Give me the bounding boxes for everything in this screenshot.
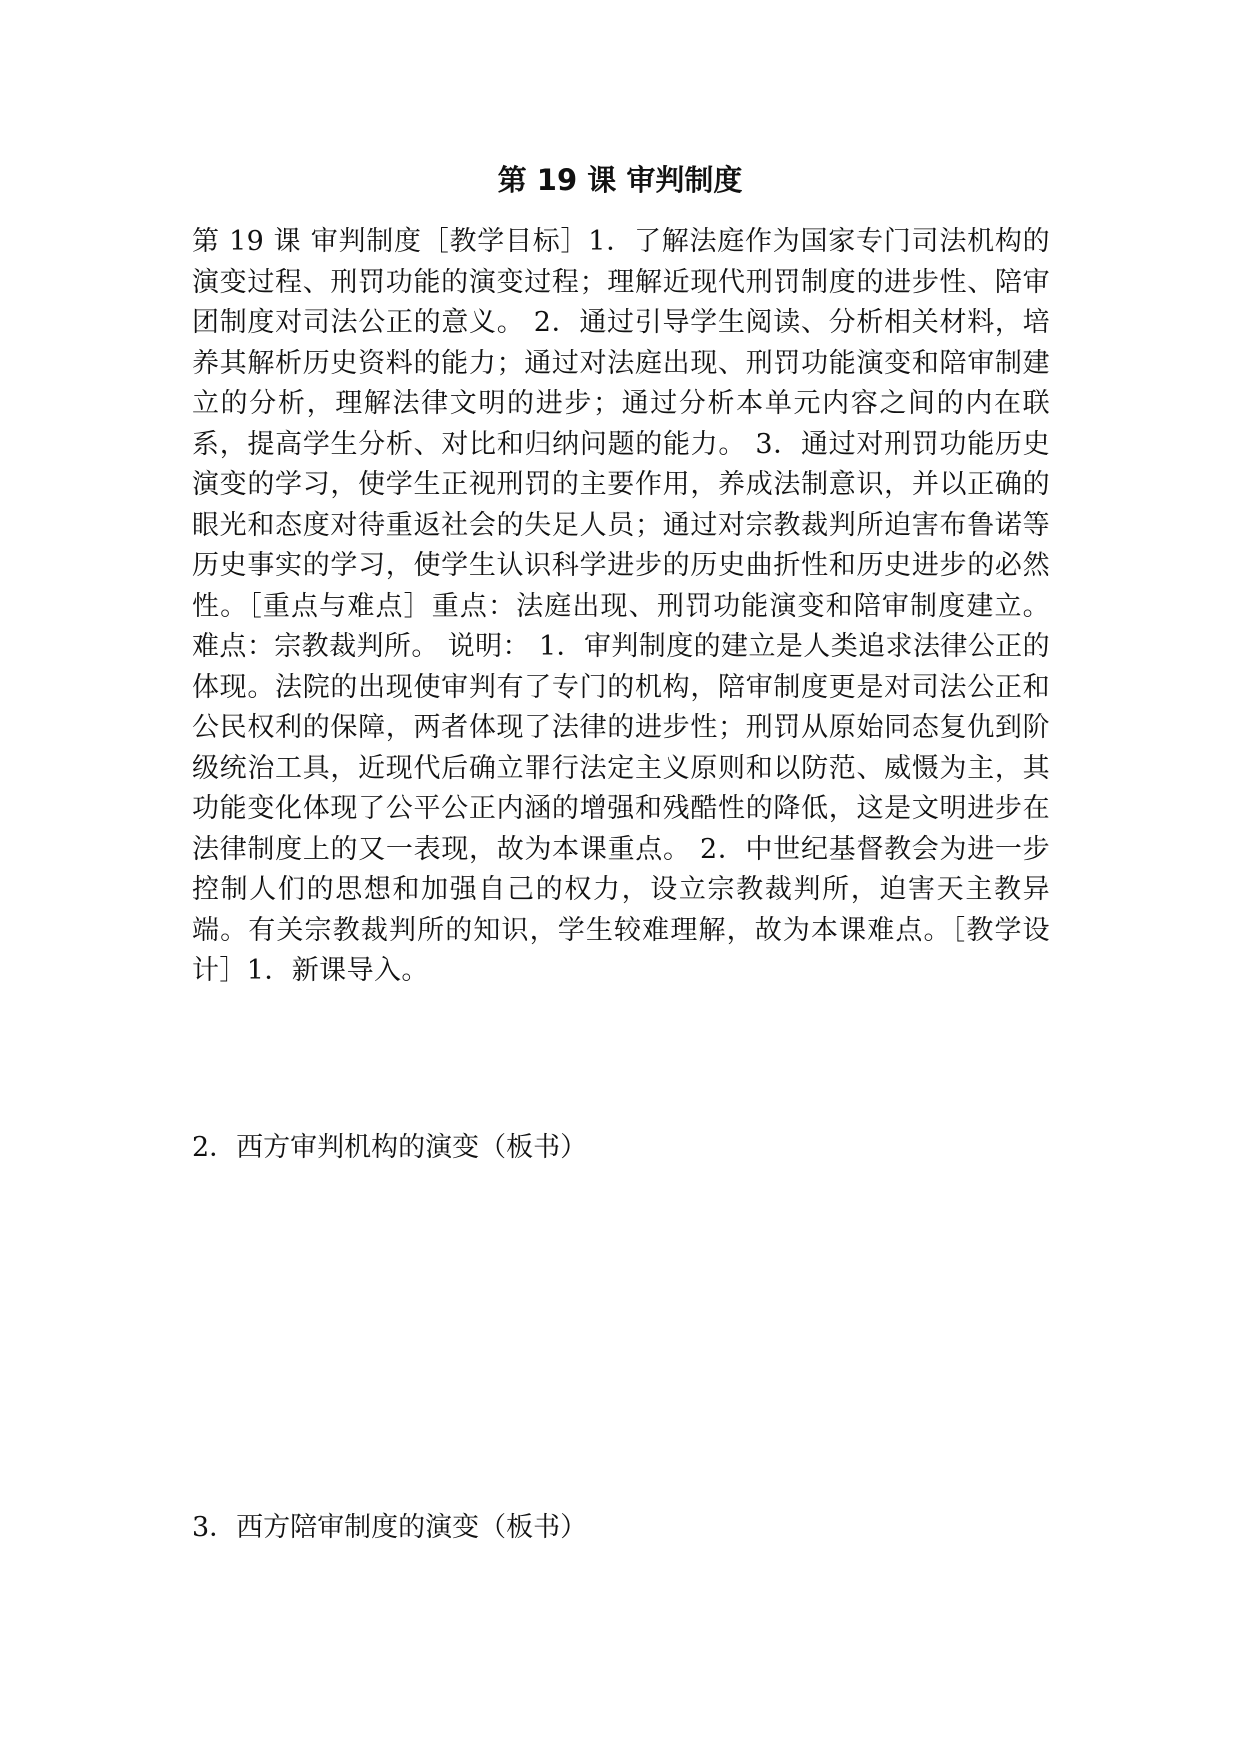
section-heading-judicial-institutions: 2．西方审判机构的演变（板书） <box>192 1132 588 1163</box>
section-heading-jury-system: 3．西方陪审制度的演变（板书） <box>192 1512 588 1543</box>
document-title: 第 19 课 审判制度 <box>497 163 743 197</box>
document-body-paragraph: 第 19 课 审判制度［教学目标］1．了解法庭作为国家专门司法机构的演变过程、刑罚功能的演变过程；理解近现代刑罚制度的进步性、陪审团制度对司法公正的意义。 2．通过引导学生阅读、分析相关材料，培养其解析历史资料的能力；通过对法庭出现、刑罚功能演变和陪审制建立的分析，理解法律文明的进步；通过分析本单元内容之间的内在联系，提高学生分析、对比和归纳问题的能力。 3．通过对刑罚功能历史演变的学习，使学生正视刑罚的主要作用，养成法制意识，并以正确的眼光和态度对待重返社会的失足人员；通过对宗教裁判所迫害布鲁诺等历史事实的学习，使学生认识科学进步的历史曲折性和历史进步的必然性。［重点与难点］重点：法庭出现、刑罚功能演变和陪审制度建立。 难点：宗教裁判所。 说明： 1．审判制度的建立是人类追求法律公正的体现。法院的出现使审判有了专门的机构，陪审制度更是对司法公正和公民权利的保障，两者体现了法律的进步性；刑罚从原始同态复仇到阶级统治工具，近现代后确立罪行法定主义原则和以防范、威慑为主，其功能变化体现了公平公正内涵的增强和残酷性的降低，这是文明进步在法律制度上的又一表现，故为本课重点。 2．中世纪基督教会为进一步控制人们的思想和加强自己的权力，设立宗教裁判所，迫害天主教异端。有关宗教裁判所的知识，学生较难理解，故为本课难点。［教学设计］1．新课导入。 <box>192 226 1050 986</box>
